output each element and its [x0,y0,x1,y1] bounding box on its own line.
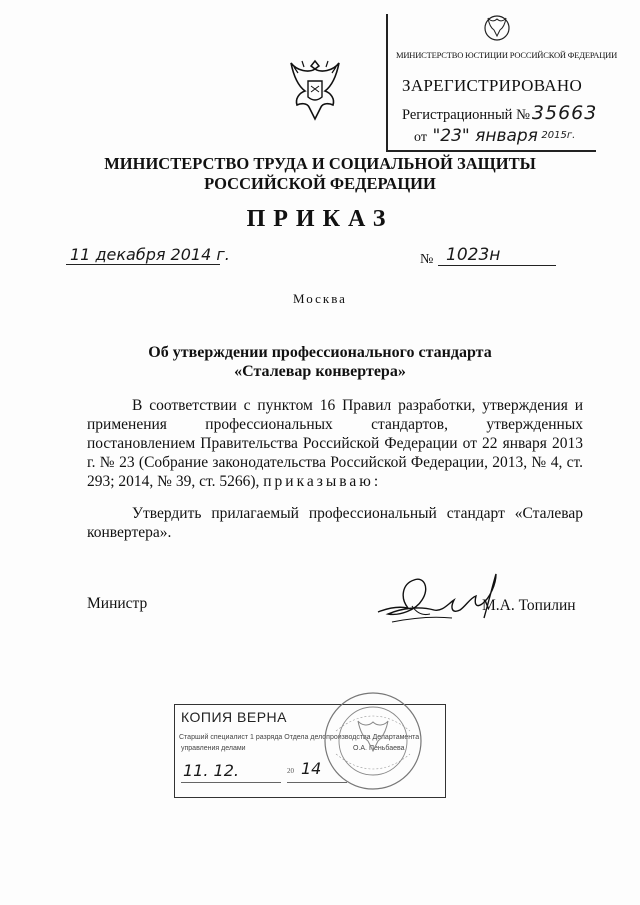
registration-stamp [386,14,618,152]
copy-stamp-position: Старший специалист 1 разряда Отдела делопроизводства Департамента [179,734,420,741]
copy-stamp-year-prefix: 20 [287,767,294,775]
order-subject [0,343,640,381]
preamble-order-word: приказываю: [263,473,382,490]
ministry-title-line2: РОССИЙСКОЙ ФЕДЕРАЦИИ [204,174,436,193]
copy-stamp-title: КОПИЯ ВЕРНА [181,709,287,725]
order-date: 11 декабря 2014 г. [66,245,220,265]
preamble-text: В соответствии с пунктом 16 Правил разработки, утверждения и применения профессиональных стандартов, утвержденных постановлением Правительства Российской Федерации от 22 января 2013 г. № 23 (Собрание законодательства Российской Федерации, 2013, № 4, ст. 293; 2014, № 39, ст. 5266), [87,397,583,490]
copy-stamp-initials: О.А. Пеньбаева [353,745,405,752]
ministry-title [0,154,640,194]
registration-date-label: от [414,130,427,145]
registration-number-row [402,102,597,124]
registration-ministry: МИНИСТЕРСТВО ЮСТИЦИИ РОССИЙСКОЙ ФЕДЕРАЦИИ [396,50,618,60]
registration-number-label: Регистрационный № [402,107,530,123]
registration-date-year: 2015г. [541,130,576,141]
copy-stamp-year: 14 [301,759,322,778]
signatory-position: Министр [87,595,148,612]
copy-stamp-department: управления делами [181,745,246,752]
copy-stamp-date-line [181,782,281,783]
document-type: ПРИКАЗ [246,206,394,232]
handwritten-signature-icon [372,570,500,640]
subject-line2: «Сталевар конвертера» [234,363,406,380]
registration-date-row [414,126,575,146]
city: Москва [293,291,347,306]
registration-date-value: "23" января [432,126,538,146]
order-number-label: № [420,252,434,267]
stamp-emblem-icon [482,12,512,44]
registration-number-value: 35663 [531,102,598,124]
resolution-paragraph: Утвердить прилагаемый профессиональный стандарт «Сталевар конвертера». [87,505,583,541]
ministry-title-line1: МИНИСТЕРСТВО ТРУДА И СОЦИАЛЬНОЙ ЗАЩИТЫ [104,154,536,173]
copy-stamp-date: 11. 12. [183,761,239,780]
preamble-paragraph [87,396,583,491]
signatory-name: М.А. Топилин [482,597,576,614]
coat-of-arms-emblem-icon [286,57,344,125]
subject-line1: Об утверждении профессионального стандарта [148,344,492,361]
registration-status: ЗАРЕГИСТРИРОВАНО [402,76,583,95]
round-seal-icon [318,686,428,796]
order-number: 1023н [438,245,556,266]
